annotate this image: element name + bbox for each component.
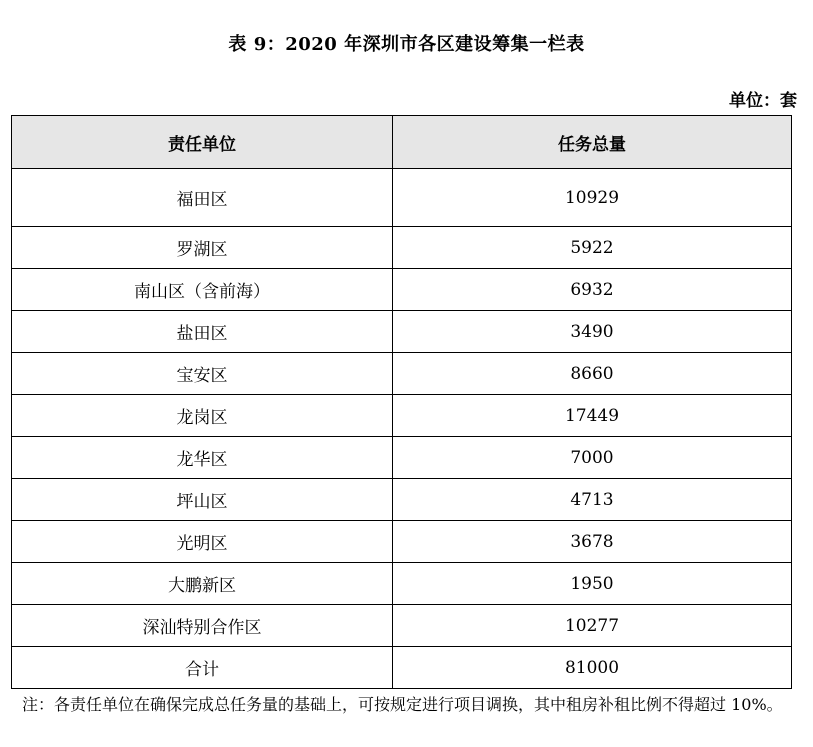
table-row xyxy=(12,311,792,353)
cell-unit: 龙华区 xyxy=(12,437,393,479)
cell-total: 8660 xyxy=(393,353,792,395)
table-row xyxy=(12,353,792,395)
table-total-row xyxy=(12,647,792,689)
cell-total: 5922 xyxy=(393,227,792,269)
header-responsible-unit: 责任单位 xyxy=(12,116,393,169)
cell-unit: 罗湖区 xyxy=(12,227,393,269)
cell-total-value: 81000 xyxy=(393,647,792,689)
cell-unit: 宝安区 xyxy=(12,353,393,395)
cell-total: 3678 xyxy=(393,521,792,563)
table-row xyxy=(12,169,792,227)
cell-unit: 大鹏新区 xyxy=(12,563,393,605)
table-row xyxy=(12,227,792,269)
cell-unit: 福田区 xyxy=(12,169,393,227)
cell-unit: 光明区 xyxy=(12,521,393,563)
cell-total: 10929 xyxy=(393,169,792,227)
footnote: 注：各责任单位在确保完成总任务量的基础上，可按规定进行项目调换，其中租房补租比例不得超过 10%。 xyxy=(22,695,783,714)
cell-unit: 深汕特别合作区 xyxy=(12,605,393,647)
cell-unit: 南山区（含前海） xyxy=(12,269,393,311)
table-header-row xyxy=(12,116,792,169)
table-row xyxy=(12,437,792,479)
construction-table xyxy=(11,115,792,689)
table-row xyxy=(12,605,792,647)
cell-total: 7000 xyxy=(393,437,792,479)
cell-total: 17449 xyxy=(393,395,792,437)
cell-total: 4713 xyxy=(393,479,792,521)
cell-total: 10277 xyxy=(393,605,792,647)
table-row xyxy=(12,521,792,563)
page-title: 表 9：2020 年深圳市各区建设筹集一栏表 xyxy=(228,34,585,55)
table-row xyxy=(12,395,792,437)
cell-unit: 龙岗区 xyxy=(12,395,393,437)
unit-label: 单位：套 xyxy=(729,91,797,111)
cell-total: 1950 xyxy=(393,563,792,605)
cell-unit: 坪山区 xyxy=(12,479,393,521)
cell-total: 6932 xyxy=(393,269,792,311)
cell-total-label: 合计 xyxy=(12,647,393,689)
header-task-total: 任务总量 xyxy=(393,116,792,169)
cell-unit: 盐田区 xyxy=(12,311,393,353)
table-row xyxy=(12,479,792,521)
cell-total: 3490 xyxy=(393,311,792,353)
table-row xyxy=(12,563,792,605)
table-row xyxy=(12,269,792,311)
